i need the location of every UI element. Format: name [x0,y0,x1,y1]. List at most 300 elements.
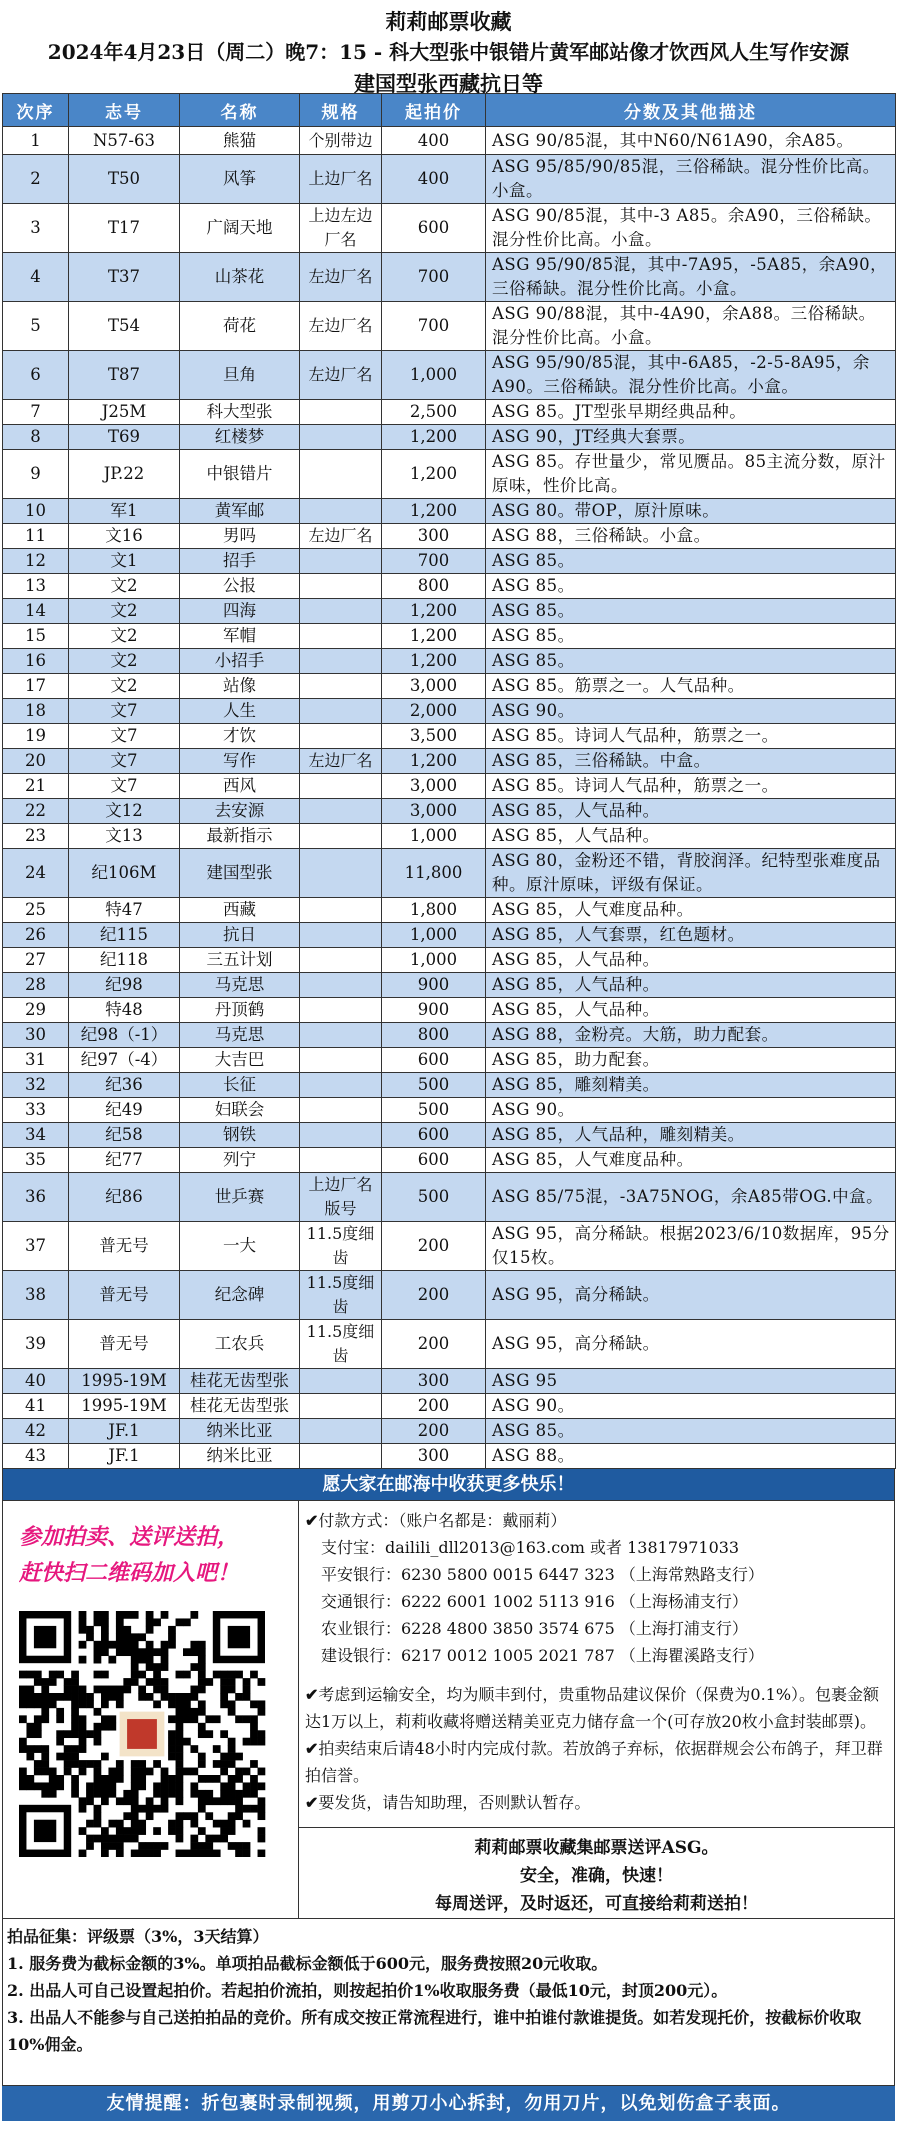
lot-code: 文7 [69,724,180,749]
table-row [3,253,896,302]
lot-number: 1 [3,127,69,155]
table-row [3,499,896,524]
table-row [3,1073,896,1098]
footer-reminder: 友情提醒：折包裹时录制视频，用剪刀小心拆封，勿用刀片，以免划伤盒子表面。 [2,2086,895,2121]
lot-description: ASG 95，高分稀缺。根据2023/6/10数据库，95分仅15枚。 [486,1222,896,1271]
lot-code: 文7 [69,774,180,799]
table-row [3,624,896,649]
table-row [3,774,896,799]
lot-spec [300,1023,382,1048]
lot-name: 三五计划 [180,948,300,973]
title-line-3: 建国型张西藏抗日等 [354,71,543,96]
slogan-line-2: 安全，准确，快速！ [520,1866,673,1886]
table-row [3,1369,896,1394]
lot-description: ASG 85。筋票之一。人气品种。 [486,674,896,699]
lot-code: T69 [69,425,180,450]
table-row [3,973,896,998]
lot-number: 33 [3,1098,69,1123]
table-row [3,1419,896,1444]
lot-name: 钢铁 [180,1123,300,1148]
lot-code: J25M [69,400,180,425]
lot-name: 马克思 [180,1023,300,1048]
asg-slogan [299,1828,894,1918]
table-row [3,1444,896,1469]
lot-description: ASG 85。 [486,1419,896,1444]
lot-description: ASG 90，JT经典大套票。 [486,425,896,450]
lot-code: 文16 [69,524,180,549]
lot-code: 特48 [69,998,180,1023]
lot-price: 300 [382,1369,486,1394]
lot-code: 文1 [69,549,180,574]
lot-price: 200 [382,1320,486,1369]
table-row [3,923,896,948]
lot-number: 24 [3,849,69,898]
lot-name: 人生 [180,699,300,724]
table-row [3,898,896,923]
lot-description: ASG 85。JT型张早期经典品种。 [486,400,896,425]
lot-spec [300,1123,382,1148]
lot-price: 500 [382,1073,486,1098]
lot-code: 纪77 [69,1148,180,1173]
lot-number: 39 [3,1320,69,1369]
lot-name: 中银错片 [180,450,300,499]
lot-description: ASG 85，人气难度品种。 [486,1148,896,1173]
lot-description: ASG 90/85混，其中-3 A85。余A90，三俗稀缺。混分性价比高。小盒。 [486,204,896,253]
title-line-2: 2024年4月23日（周二）晚7：15 - 科大型张中银错片黄军邮站像才饮西风人生写作安源 [47,40,850,64]
lot-number: 11 [3,524,69,549]
lot-number: 3 [3,204,69,253]
promo-panel [3,1501,299,1918]
table-row [3,1394,896,1419]
lot-name: 桂花无齿型张 [180,1394,300,1419]
lot-price: 500 [382,1098,486,1123]
table-row [3,1148,896,1173]
lot-price: 1,200 [382,649,486,674]
check-mark-icon: ✔ [305,1739,319,1758]
lot-name: 西风 [180,774,300,799]
lot-description: ASG 85。 [486,624,896,649]
lot-number: 40 [3,1369,69,1394]
lot-description: ASG 85，人气品种。 [486,948,896,973]
lot-description: ASG 85，三俗稀缺。中盒。 [486,749,896,774]
lot-spec [300,549,382,574]
lot-description: ASG 85，人气品种。 [486,998,896,1023]
lot-spec: 左边厂名 [300,749,382,774]
lot-price: 1,200 [382,450,486,499]
lot-spec [300,499,382,524]
lot-number: 23 [3,824,69,849]
table-row [3,799,896,824]
lot-code: 纪97（-4） [69,1048,180,1073]
col-header: 规格 [300,94,382,127]
col-header: 名称 [180,94,300,127]
lot-number: 31 [3,1048,69,1073]
table-row [3,127,896,155]
lots-table [2,93,896,1469]
lot-spec: 11.5度细齿 [300,1320,382,1369]
table-row [3,155,896,204]
lot-spec [300,649,382,674]
lot-name: 大吉巴 [180,1048,300,1073]
lot-number: 37 [3,1222,69,1271]
qr-code-icon[interactable] [19,1611,269,1857]
lot-description: ASG 88，金粉亮。大筋，助力配套。 [486,1023,896,1048]
col-header: 次序 [3,94,69,127]
lot-name: 黄军邮 [180,499,300,524]
lot-description: ASG 80，金粉还不错，背胶润泽。纪特型张难度品种。原汁原味，评级有保证。 [486,849,896,898]
lot-price: 200 [382,1419,486,1444]
table-row [3,1271,896,1320]
lot-price: 600 [382,1048,486,1073]
lot-description: ASG 90。 [486,699,896,724]
lot-code: 纪58 [69,1123,180,1148]
lot-spec [300,1419,382,1444]
lot-number: 16 [3,649,69,674]
lot-price: 1,000 [382,824,486,849]
lot-description: ASG 85。诗词人气品种，筋票之一。 [486,774,896,799]
table-header-row [3,94,896,127]
lot-number: 17 [3,674,69,699]
lot-spec [300,425,382,450]
lot-description: ASG 95，高分稀缺。 [486,1320,896,1369]
lot-spec [300,599,382,624]
check-mark-icon: ✔ [305,1685,319,1704]
alipay-line: 支付宝：dailili_dll2013@163.com 或者 13817971033 [321,1538,740,1557]
lot-number: 28 [3,973,69,998]
lot-price: 1,000 [382,948,486,973]
table-row [3,302,896,351]
lot-spec: 左边厂名 [300,524,382,549]
lot-description: ASG 90。 [486,1394,896,1419]
payment-deadline-note: 拍卖结束后请48小时内完成付款。若放鸽子弃标，依据群规会公布鸽子，拜卫群拍信誉。 [305,1739,883,1785]
lot-price: 300 [382,1444,486,1469]
lot-description: ASG 95/90/85混，其中-7A95，-5A85，余A90，三俗稀缺。混分性价比高。小盒。 [486,253,896,302]
lot-code: 纪49 [69,1098,180,1123]
lot-price: 600 [382,1123,486,1148]
payment-title: 付款方式：（账户名都是：戴丽莉） [318,1511,567,1530]
lot-name: 男吗 [180,524,300,549]
lot-code: T37 [69,253,180,302]
lot-name: 最新指示 [180,824,300,849]
lot-name: 妇联会 [180,1098,300,1123]
lot-spec [300,400,382,425]
table-row [3,524,896,549]
lot-description: ASG 85。 [486,549,896,574]
lot-spec: 上边左边厂名 [300,204,382,253]
lot-code: T17 [69,204,180,253]
lot-code: 普无号 [69,1271,180,1320]
payment-info [299,1501,894,1828]
lot-number: 5 [3,302,69,351]
table-row [3,574,896,599]
lot-spec [300,923,382,948]
lot-description: ASG 80。带OP，原汁原味。 [486,499,896,524]
lot-price: 200 [382,1222,486,1271]
table-row [3,824,896,849]
lot-name: 荷花 [180,302,300,351]
table-row [3,425,896,450]
lot-code: 军1 [69,499,180,524]
lot-name: 科大型张 [180,400,300,425]
lot-price: 3,000 [382,674,486,699]
lot-description: ASG 95/85/90/85混，三俗稀缺。混分性价比高。小盒。 [486,155,896,204]
lot-description: ASG 85，人气套票，红色题材。 [486,923,896,948]
lot-price: 1,200 [382,425,486,450]
col-header: 分数及其他描述 [486,94,896,127]
lot-spec [300,450,382,499]
lot-code: 1995-19M [69,1369,180,1394]
lot-number: 9 [3,450,69,499]
rules-title: 拍品征集：评级票（3%，3天结算） [7,1927,269,1946]
delivery-note: 要发货，请告知助理，否则默认暂存。 [318,1793,591,1812]
table-row [3,599,896,624]
title-line-1: 莉莉邮票收藏 [385,9,512,34]
table-row [3,649,896,674]
lot-price: 1,200 [382,499,486,524]
lot-code: 普无号 [69,1320,180,1369]
table-row [3,1098,896,1123]
lot-spec [300,824,382,849]
lot-description: ASG 95 [486,1369,896,1394]
lot-name: 一大 [180,1222,300,1271]
lot-spec [300,724,382,749]
table-row [3,724,896,749]
lot-number: 42 [3,1419,69,1444]
table-row [3,400,896,425]
lot-price: 800 [382,574,486,599]
lot-name: 写作 [180,749,300,774]
lot-number: 38 [3,1271,69,1320]
lot-number: 34 [3,1123,69,1148]
lot-description: ASG 85，助力配套。 [486,1048,896,1073]
lot-description: ASG 90/85混，其中N60/N61A90，余A85。 [486,127,896,155]
lot-name: 军帽 [180,624,300,649]
lot-spec [300,898,382,923]
lot-code: 文2 [69,624,180,649]
col-header: 起拍价 [382,94,486,127]
lot-name: 西藏 [180,898,300,923]
lot-name: 四海 [180,599,300,624]
lot-price: 600 [382,1148,486,1173]
lot-spec [300,1444,382,1469]
check-mark-icon: ✔ [305,1511,319,1530]
lot-spec [300,624,382,649]
lot-code: 纪98 [69,973,180,998]
lot-number: 20 [3,749,69,774]
lot-code: 文12 [69,799,180,824]
lot-name: 熊猫 [180,127,300,155]
lot-description: ASG 88。 [486,1444,896,1469]
table-row [3,749,896,774]
lot-price: 900 [382,973,486,998]
lot-price: 300 [382,524,486,549]
shipping-note: 考虑到运输安全，均为顺丰到付，贵重物品建议保价（保费为0.1%）。包裹金额达1万以上，莉莉收藏将赠送精美亚克力储存盒一个(可存放20枚小盒封装邮票)。 [305,1685,880,1731]
lot-code: 文7 [69,699,180,724]
lot-spec: 左边厂名 [300,351,382,400]
lot-spec: 左边厂名 [300,302,382,351]
lot-description: ASG 85，人气品种，雕刻精美。 [486,1123,896,1148]
lot-code: 纪98（-1） [69,1023,180,1048]
lot-number: 8 [3,425,69,450]
lot-price: 1,200 [382,599,486,624]
lot-spec [300,799,382,824]
lot-spec: 左边厂名 [300,253,382,302]
lot-code: JP.22 [69,450,180,499]
lot-spec [300,699,382,724]
lot-number: 43 [3,1444,69,1469]
lot-price: 1,200 [382,624,486,649]
lot-spec: 11.5度细齿 [300,1222,382,1271]
lot-price: 3,000 [382,799,486,824]
lot-name: 长征 [180,1073,300,1098]
table-row [3,998,896,1023]
lot-spec [300,674,382,699]
lot-description: ASG 85。 [486,574,896,599]
lot-price: 700 [382,253,486,302]
lot-spec: 11.5度细齿 [300,1271,382,1320]
table-row [3,549,896,574]
lot-spec [300,973,382,998]
bank-line: 平安银行：6230 5800 0015 6447 323 （上海常熟路支行） [321,1565,764,1584]
lot-name: 世乒赛 [180,1173,300,1222]
lot-name: 桂花无齿型张 [180,1369,300,1394]
table-row [3,204,896,253]
lot-price: 200 [382,1394,486,1419]
lot-price: 1,200 [382,749,486,774]
slogan-line-3: 每周送评，及时返还，可直接给莉莉送拍！ [435,1894,758,1914]
lot-name: 风筝 [180,155,300,204]
table-row [3,450,896,499]
bank-line: 建设银行：6217 0012 1005 2021 787 （上海瞿溪路支行） [321,1646,764,1665]
lot-name: 抗日 [180,923,300,948]
lot-description: ASG 85，雕刻精美。 [486,1073,896,1098]
rule-item: 2. 出品人可自己设置起拍价。若起拍价流拍，则按起拍价1%收取服务费（最低10元，封顶200元）。 [7,1981,728,2000]
lot-description: ASG 95/90/85混，其中-6A85，-2-5-8A95，余A90。三俗稀缺。混分性价比高。小盒。 [486,351,896,400]
lot-number: 35 [3,1148,69,1173]
lot-code: 文13 [69,824,180,849]
lot-code: 纪36 [69,1073,180,1098]
table-row [3,1023,896,1048]
wish-banner: 愿大家在邮海中收获更多快乐！ [2,1469,895,1501]
lot-price: 11,800 [382,849,486,898]
lot-price: 200 [382,1271,486,1320]
lot-name: 才饮 [180,724,300,749]
lots-body [3,127,896,1469]
lot-spec [300,1394,382,1419]
table-row [3,699,896,724]
lot-number: 12 [3,549,69,574]
lot-description: ASG 85。诗词人气品种，筋票之一。 [486,724,896,749]
lot-description: ASG 85，人气品种。 [486,824,896,849]
lot-number: 2 [3,155,69,204]
lot-description: ASG 90/88混，其中-4A90，余A88。三俗稀缺。混分性价比高。小盒。 [486,302,896,351]
lot-price: 1,800 [382,898,486,923]
lot-code: 纪118 [69,948,180,973]
lot-code: 文2 [69,674,180,699]
lot-number: 22 [3,799,69,824]
table-row [3,849,896,898]
table-row [3,1320,896,1369]
lot-name: 工农兵 [180,1320,300,1369]
lot-description: ASG 85。 [486,599,896,624]
lot-spec [300,948,382,973]
lot-price: 400 [382,127,486,155]
lot-code: 文2 [69,599,180,624]
lot-number: 26 [3,923,69,948]
lot-spec: 个别带边 [300,127,382,155]
lot-name: 丹顶鹤 [180,998,300,1023]
rule-item: 3. 出品人不能参与自己送拍拍品的竞价。所有成交按正常流程进行，谁中拍谁付款谁提货。如若发现托价，按截标价收取10%佣金。 [7,2008,862,2054]
lot-price: 500 [382,1173,486,1222]
lot-code: T50 [69,155,180,204]
info-section [2,1501,895,1919]
lot-description: ASG 85，人气品种。 [486,799,896,824]
lot-code: 普无号 [69,1222,180,1271]
lot-price: 2,000 [382,699,486,724]
lot-spec [300,574,382,599]
table-row [3,1173,896,1222]
lot-number: 19 [3,724,69,749]
lot-name: 广阔天地 [180,204,300,253]
lot-spec [300,1073,382,1098]
lot-spec [300,1048,382,1073]
rule-item: 1. 服务费为截标金额的3%。单项拍品截标金额低于600元，服务费按照20元收取。 [7,1954,608,1973]
lot-price: 700 [382,302,486,351]
lot-price: 1,000 [382,923,486,948]
lot-number: 18 [3,699,69,724]
promo-line-1: 参加拍卖、送评送拍， [19,1524,240,1550]
lot-name: 山茶花 [180,253,300,302]
lot-price: 3,500 [382,724,486,749]
table-row [3,674,896,699]
lot-description: ASG 85，人气品种。 [486,973,896,998]
lot-code: 纪86 [69,1173,180,1222]
lot-code: 文2 [69,574,180,599]
lot-description: ASG 95，高分稀缺。 [486,1271,896,1320]
lot-code: JF.1 [69,1444,180,1469]
lot-number: 21 [3,774,69,799]
lot-number: 25 [3,898,69,923]
lot-description: ASG 85/75混，-3A75NOG，余A85带OG.中盒。 [486,1173,896,1222]
lot-name: 纳米比亚 [180,1444,300,1469]
lot-price: 800 [382,1023,486,1048]
lot-number: 29 [3,998,69,1023]
consignment-rules [2,1919,895,2086]
lot-number: 6 [3,351,69,400]
table-row [3,1123,896,1148]
lot-number: 4 [3,253,69,302]
lot-number: 30 [3,1023,69,1048]
lot-spec [300,1098,382,1123]
table-row [3,1222,896,1271]
lot-number: 15 [3,624,69,649]
lot-code: 文2 [69,649,180,674]
lot-price: 3,000 [382,774,486,799]
lot-price: 1,000 [382,351,486,400]
lot-price: 400 [382,155,486,204]
lot-number: 36 [3,1173,69,1222]
lot-name: 去安源 [180,799,300,824]
lot-name: 站像 [180,674,300,699]
lot-number: 32 [3,1073,69,1098]
lot-code: 特47 [69,898,180,923]
lot-number: 10 [3,499,69,524]
lot-code: N57-63 [69,127,180,155]
lot-spec [300,774,382,799]
lot-spec [300,998,382,1023]
lot-name: 旦角 [180,351,300,400]
col-header: 志号 [69,94,180,127]
